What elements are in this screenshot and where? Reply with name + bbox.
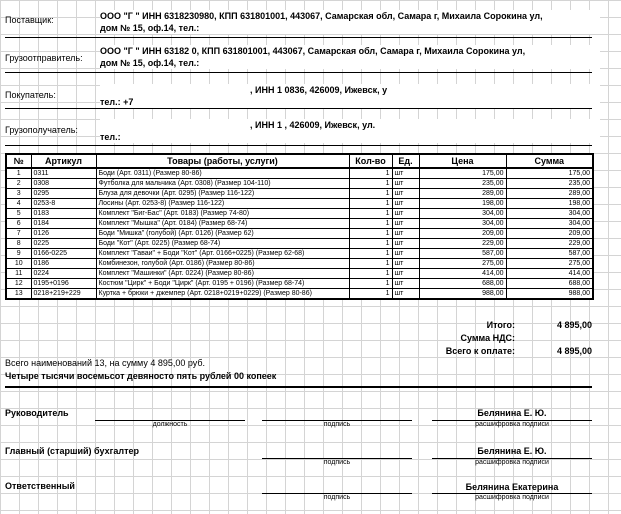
table-row (6, 239, 593, 249)
shipper-label: Грузоотправитель: (5, 53, 83, 63)
cell-article: 0186 (31, 259, 96, 269)
cell-sum: 688,00 (506, 279, 593, 289)
total-value: 4 895,00 (556, 320, 592, 330)
director-hint-sign: подпись (323, 421, 351, 428)
responsible-hint-decode: расшифровка подписи (475, 494, 549, 501)
cell-unit: шт (392, 289, 419, 300)
header-sum: Сумма (506, 154, 593, 168)
cell-sum: 209,00 (506, 229, 593, 239)
table-row (6, 269, 593, 279)
items-table (5, 153, 594, 300)
table-row (6, 259, 593, 269)
cell-price: 209,00 (419, 229, 506, 239)
table-row (6, 179, 593, 189)
cell-sum: 587,00 (506, 249, 593, 259)
cell-number: 7 (6, 229, 31, 239)
cell-article: 0295 (31, 189, 96, 199)
consignee-details (100, 119, 600, 143)
cell-unit: шт (392, 269, 419, 279)
table-row (6, 189, 593, 199)
cell-number: 12 (6, 279, 31, 289)
cell-price: 235,00 (419, 179, 506, 189)
cell-goods: Боди "Мишка" (голубой) (Арт. 0126) (Размер 62) (96, 229, 349, 239)
supplier-line-2: дом № 15, оф.14, тел.: (100, 23, 200, 33)
cell-quantity: 1 (349, 259, 392, 269)
shipper-details (100, 45, 600, 69)
cell-number: 10 (6, 259, 31, 269)
cell-sum: 235,00 (506, 179, 593, 189)
cell-article: 0308 (31, 179, 96, 189)
cell-goods: Комплект "Гаваи" + Боди "Кот" (Арт. 0166+0225) (Размер 62-68) (96, 249, 349, 259)
responsible-name: Белянина Екатерина (465, 482, 559, 492)
table-header-row (6, 154, 593, 168)
accountant-hint-sign: подпись (323, 459, 351, 466)
cell-quantity: 1 (349, 229, 392, 239)
cell-price: 414,00 (419, 269, 506, 279)
cell-quantity: 1 (349, 249, 392, 259)
cell-quantity: 1 (349, 179, 392, 189)
consignee-line-2: тел.: (100, 132, 121, 142)
cell-goods: Блуза для девочки (Арт. 0295) (Размер 116-122) (96, 189, 349, 199)
shipper-rule (5, 72, 592, 73)
consignee-rule (5, 145, 592, 146)
cell-sum: 198,00 (506, 199, 593, 209)
cell-unit: шт (392, 229, 419, 239)
cell-article: 0225 (31, 239, 96, 249)
cell-unit: шт (392, 249, 419, 259)
cell-unit: шт (392, 189, 419, 199)
cell-quantity: 1 (349, 239, 392, 249)
header-number: № (6, 154, 31, 168)
cell-unit: шт (392, 279, 419, 289)
cell-quantity: 1 (349, 289, 392, 300)
table-row (6, 289, 593, 300)
cell-sum: 175,00 (506, 168, 593, 179)
cell-price: 688,00 (419, 279, 506, 289)
cell-article: 0218+219+229 (31, 289, 96, 300)
cell-number: 3 (6, 189, 31, 199)
cell-unit: шт (392, 239, 419, 249)
items-body (6, 168, 593, 299)
cell-sum: 304,00 (506, 209, 593, 219)
consignee-line-1: , ИНН 1 , 426009, Ижевск, ул. (250, 120, 376, 130)
cell-price: 304,00 (419, 209, 506, 219)
cell-sum: 304,00 (506, 219, 593, 229)
director-hint-decode: расшифровка подписи (475, 421, 549, 428)
cell-price: 988,00 (419, 289, 506, 300)
accountant-name: Белянина Е. Ю. (477, 446, 547, 456)
responsible-title: Ответственный (5, 481, 75, 491)
cell-number: 11 (6, 269, 31, 279)
supplier-line-1: ООО "Г " ИНН 6318230980, КПП 631801001, 443067, Самарская обл, Самара г, Михаила Сорокина ул, (100, 11, 543, 21)
header-unit: Ед. (392, 154, 419, 168)
vat-label: Сумма НДС: (460, 333, 515, 343)
cell-price: 229,00 (419, 239, 506, 249)
cell-sum: 414,00 (506, 269, 593, 279)
cell-price: 587,00 (419, 249, 506, 259)
cell-number: 13 (6, 289, 31, 300)
cell-article: 0184 (31, 219, 96, 229)
cell-quantity: 1 (349, 209, 392, 219)
cell-quantity: 1 (349, 219, 392, 229)
cell-quantity: 1 (349, 269, 392, 279)
cell-number: 2 (6, 179, 31, 189)
cell-article: 0183 (31, 209, 96, 219)
amount-in-words: Четыре тысячи восемьсот девяносто пять рублей 00 копеек (5, 371, 277, 381)
table-row (6, 199, 593, 209)
cell-number: 4 (6, 199, 31, 209)
items-count-summary: Всего наименований 13, на сумму 4 895,00 руб. (5, 358, 206, 368)
cell-quantity: 1 (349, 199, 392, 209)
director-hint-position: должность (152, 421, 188, 428)
consignee-label: Грузополучатель: (5, 125, 78, 135)
cell-quantity: 1 (349, 279, 392, 289)
cell-sum: 275,00 (506, 259, 593, 269)
cell-unit: шт (392, 179, 419, 189)
buyer-line-1: , ИНН 1 0836, 426009, Ижевск, у (250, 85, 388, 95)
header-quantity: Кол-во (349, 154, 392, 168)
header-article: Артикул (31, 154, 96, 168)
cell-number: 9 (6, 249, 31, 259)
cell-goods: Комбинезон, голубой (Арт. 0186) (Размер 80-86) (96, 259, 349, 269)
table-row (6, 219, 593, 229)
cell-goods: Лосины (Арт. 0253-8) (Размер 116-122) (96, 199, 349, 209)
payable-label: Всего к оплате: (445, 346, 515, 356)
cell-goods: Боди (Арт. 0311) (Размер 80-86) (96, 168, 349, 179)
payable-value: 4 895,00 (556, 346, 592, 356)
supplier-label: Поставщик: (5, 15, 54, 25)
table-row (6, 168, 593, 179)
cell-article: 0166-0225 (31, 249, 96, 259)
director-title: Руководитель (5, 408, 69, 418)
cell-goods: Комплект "Машинки" (Арт. 0224) (Размер 80-86) (96, 269, 349, 279)
cell-goods: Комплект "Биг-Бас" (Арт. 0183) (Размер 74-80) (96, 209, 349, 219)
cell-number: 1 (6, 168, 31, 179)
table-row (6, 249, 593, 259)
cell-goods: Боди "Кот" (Арт. 0225) (Размер 68-74) (96, 239, 349, 249)
shipper-line-1: ООО "Г " ИНН 63182 0, КПП 631801001, 443067, Самарская обл, Самара г, Михаила Сорокина ул, (100, 46, 526, 56)
cell-quantity: 1 (349, 168, 392, 179)
cell-sum: 988,00 (506, 289, 593, 300)
supplier-rule (5, 37, 592, 38)
cell-unit: шт (392, 199, 419, 209)
cell-unit: шт (392, 219, 419, 229)
cell-goods: Куртка + брюки + джемпер (Арт. 0218+0219+0229) (Размер 80-86) (96, 289, 349, 300)
summary-rule (5, 386, 592, 388)
director-name: Белянина Е. Ю. (477, 408, 547, 418)
supplier-details (100, 10, 600, 34)
cell-unit: шт (392, 209, 419, 219)
shipper-line-2: дом № 15, оф.14, тел.: (100, 58, 200, 68)
cell-article: 0224 (31, 269, 96, 279)
cell-price: 304,00 (419, 219, 506, 229)
table-row (6, 209, 593, 219)
cell-sum: 229,00 (506, 239, 593, 249)
header-goods: Товары (работы, услуги) (96, 154, 349, 168)
cell-unit: шт (392, 168, 419, 179)
cell-article: 0311 (31, 168, 96, 179)
cell-sum: 289,00 (506, 189, 593, 199)
buyer-rule (5, 108, 592, 109)
cell-article: 0126 (31, 229, 96, 239)
cell-article: 0253-8 (31, 199, 96, 209)
cell-price: 289,00 (419, 189, 506, 199)
cell-number: 6 (6, 219, 31, 229)
responsible-hint-sign: подпись (323, 494, 351, 501)
cell-goods: Комплект "Мышка" (Арт. 0184) (Размер 68-74) (96, 219, 349, 229)
cell-goods: Костюм "Цирк" + Боди "Цирк" (Арт. 0195 + 0196) (Размер 68-74) (96, 279, 349, 289)
cell-quantity: 1 (349, 189, 392, 199)
total-label: Итого: (486, 320, 515, 330)
header-price: Цена (419, 154, 506, 168)
buyer-line-2: тел.: +7 (100, 97, 134, 107)
table-row (6, 229, 593, 239)
buyer-label: Покупатель: (5, 90, 56, 100)
cell-number: 8 (6, 239, 31, 249)
cell-price: 275,00 (419, 259, 506, 269)
cell-price: 175,00 (419, 168, 506, 179)
accountant-title: Главный (старший) бухгалтер (5, 446, 139, 456)
cell-goods: Футболка для мальчика (Арт. 0308) (Размер 104-110) (96, 179, 349, 189)
cell-unit: шт (392, 259, 419, 269)
buyer-details (100, 84, 600, 108)
accountant-hint-decode: расшифровка подписи (475, 459, 549, 466)
cell-price: 198,00 (419, 199, 506, 209)
table-row (6, 279, 593, 289)
cell-number: 5 (6, 209, 31, 219)
cell-article: 0195+0196 (31, 279, 96, 289)
